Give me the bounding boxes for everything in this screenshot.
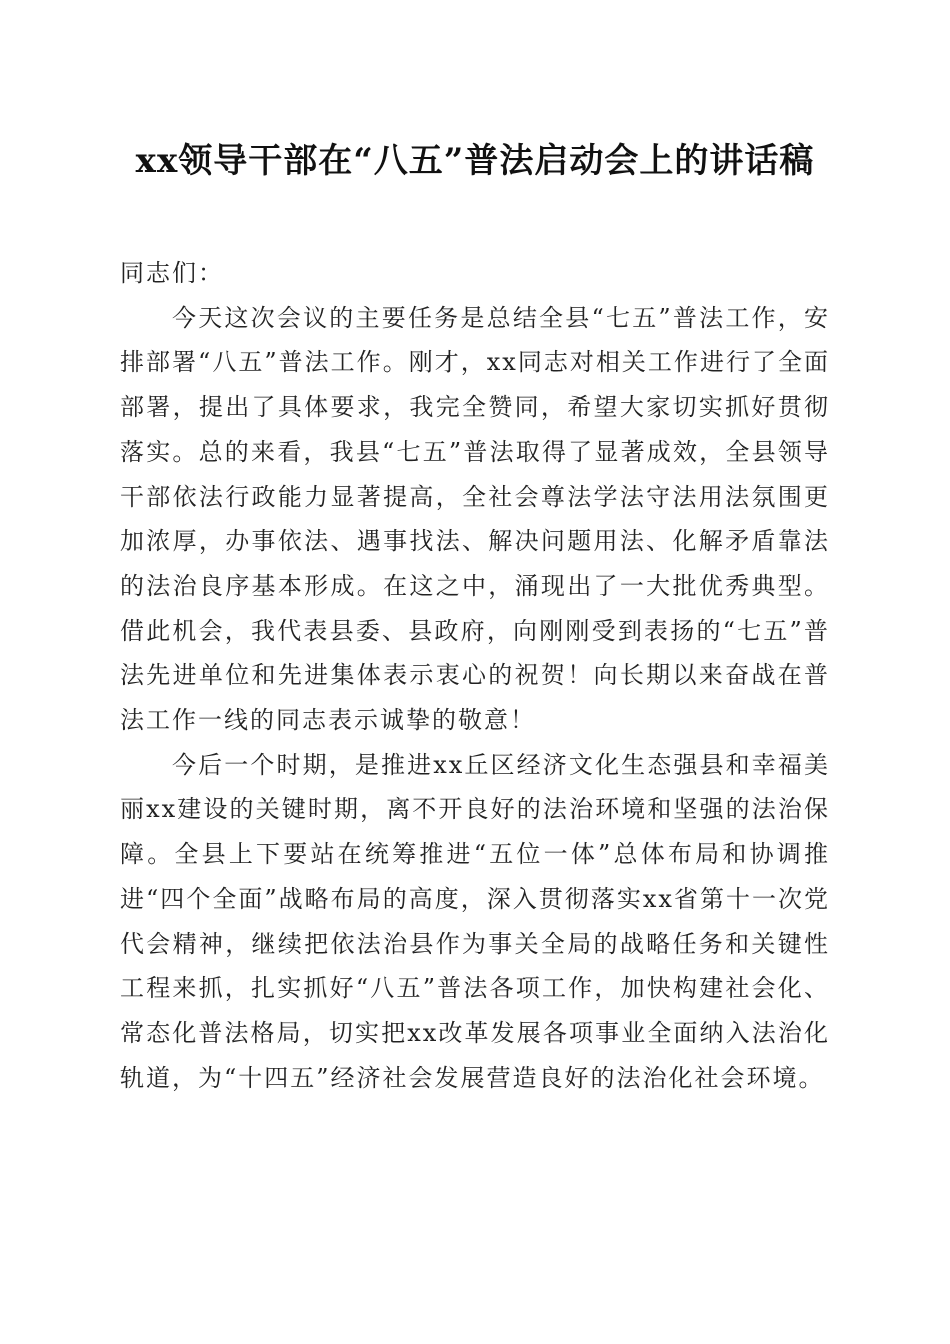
document-title: xx领导干部在“八五”普法启动会上的讲话稿: [135, 141, 815, 181]
paragraph: 今天这次会议的主要任务是总结全县“七五”普法工作，安排部署“八五”普法工作。刚才，xx同志对相关工作进行了全面部署，提出了具体要求，我完全赞同，希望大家切实抓好贯彻落实。总的来看，我县“七五”普法取得了显著成效，全县领导干部依法行政能力显著提高，全社会尊法学法守法用法氛围更加浓厚，办事依法、遇事找法、解决问题用法、化解矛盾靠法的法治良序基本形成。在这之中，涌现出了一大批优秀典型。借此机会，我代表县委、县政府，向刚刚受到表扬的“七五”普法先进单位和先进集体表示衷心的祝贺！向长期以来奋战在普法工作一线的同志表示诚挚的敬意！: [120, 303, 830, 735]
salutation: 同志们：: [120, 259, 224, 287]
paragraph: 今后一个时期，是推进xx丘区经济文化生态强县和幸福美丽xx建设的关键时期，离不开良好的法治环境和坚强的法治保障。全县上下要站在统筹推进“五位一体”总体布局和协调推进“四个全面”战略布局的高度，深入贯彻落实xx省第十一次党代会精神，继续把依法治县作为事关全局的战略任务和关键性工程来抓，扎实抓好“八五”普法各项工作，加快构建社会化、常态化普法格局，切实把xx改革发展各项事业全面纳入法治化轨道，为“十四五”经济社会发展营造良好的法治化社会环境。: [120, 750, 830, 1092]
document-body: [120, 251, 830, 1100]
